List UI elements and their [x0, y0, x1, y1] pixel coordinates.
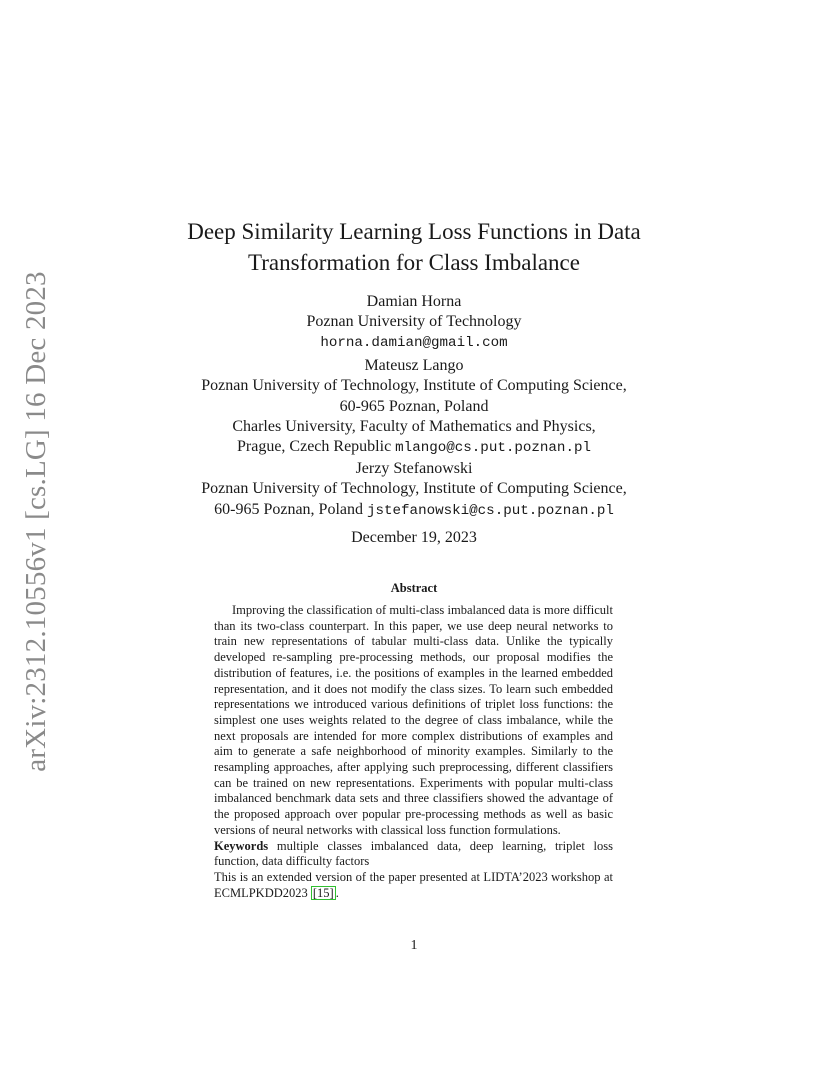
author-block-3 [130, 459, 698, 521]
author-name: Jerzy Stefanowski [355, 460, 473, 477]
author-affiliation-line: Charles University, Faculty of Mathematics and Physics, [232, 417, 596, 435]
author-name: Damian Horna [366, 293, 462, 310]
title-line-1: Deep Similarity Learning Loss Functions in Data [187, 219, 641, 244]
arxiv-identifier-stamp [19, 270, 52, 772]
note-text: This is an extended version of the paper presented at LIDTA’2023 workshop at ECMLPKDD2023 [214, 869, 613, 900]
arxiv-identifier-text: arXiv:2312.10556v1 [cs.LG] 16 Dec 2023 [19, 270, 52, 772]
author-affiliation-email-line [130, 437, 698, 458]
page-number: 1 [410, 938, 418, 953]
author-affiliation-line: 60-965 Poznan, Poland [339, 397, 489, 415]
author-affiliation-email-line [130, 500, 698, 521]
author-email[interactable]: jstefanowski@cs.put.poznan.pl [366, 502, 614, 519]
abstract-heading: Abstract [390, 581, 438, 595]
extended-version-note [214, 870, 613, 901]
title-line-2: Transformation for Class Imbalance [248, 250, 580, 275]
author-affiliation-line: Poznan University of Technology, Institute of Computing Science, [201, 480, 627, 498]
author-affiliation-line: 60-965 Poznan, Poland [214, 500, 363, 518]
author-affiliation: Poznan University of Technology [306, 313, 522, 331]
author-block-1 [130, 292, 698, 353]
author-email[interactable]: horna.damian@gmail.com [320, 334, 508, 351]
author-name: Mateusz Lango [364, 357, 464, 374]
author-block-2 [130, 356, 698, 458]
author-affiliation-line: Poznan University of Technology, Institute of Computing Science, [201, 377, 627, 395]
citation-link[interactable]: [15] [312, 885, 334, 900]
paper-date: December 19, 2023 [351, 529, 477, 546]
abstract-body: Improving the classification of multi-class imbalanced data is more difficult than its two-class counterpart. In this paper, we use deep neural networks to train new representations of tabular multi-class data. Unlike the typically developed re-sampling pre-processing methods, our proposal modifies the distribution of features, i.e. the positions of examples in the learned embedded representation, and it does not modify the class sizes. To learn such embedded representations we introduced various definitions of triplet loss functions: the simplest one uses weights related to the degree of class imbalance, while the next proposals are intended for more complex distributions of examples and aim to generate a safe neighborhood of minority examples. Similarly to the resampling approaches, after applying such preprocessing, different classifiers can be trained on new representations. Experiments with popular multi-class imbalanced benchmark data sets and three classifiers showed the advantage of the proposed approach over popular pre-processing methods as well as basic versions of neural networks with classical loss function formulations. [214, 603, 613, 837]
abstract-section [214, 603, 613, 901]
paper-title [130, 216, 698, 278]
keywords-text: multiple classes imbalanced data, deep learning, triplet loss function, data difficulty factors [214, 838, 613, 869]
keywords-line [214, 839, 613, 870]
author-email[interactable]: mlango@cs.put.poznan.pl [395, 440, 591, 457]
keywords-label: Keywords [214, 838, 269, 853]
note-end: . [335, 885, 339, 900]
author-affiliation-line: Prague, Czech Republic [237, 438, 392, 456]
